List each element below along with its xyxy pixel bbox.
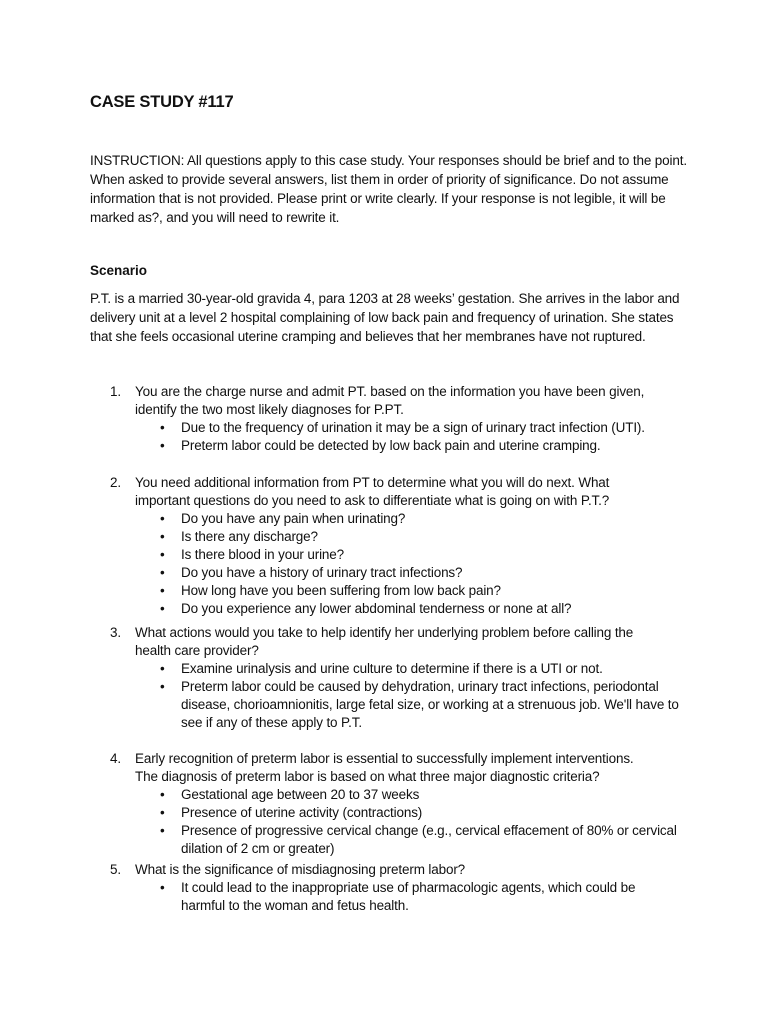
answer-item [160, 582, 681, 600]
answer-item [160, 660, 681, 678]
question-number: 3. [110, 625, 121, 640]
question-4 [110, 750, 677, 858]
question-text: What is the significance of misdiagnosing preterm labor? [135, 862, 466, 877]
question-text: You need additional information from PT to determine what you will do next. What important questions do you need to ask to differentiate what is going on with P.T.? [135, 475, 610, 508]
bullet-icon: • [160, 805, 165, 820]
answer-item [160, 879, 681, 915]
bullet-icon: • [160, 601, 165, 616]
answer-item [160, 437, 681, 455]
document-title: CASE STUDY #117 [90, 93, 234, 111]
answer-item [160, 528, 681, 546]
bullet-icon: • [160, 438, 165, 453]
answer-item [160, 804, 681, 822]
answer-text: Preterm labor could be caused by dehydration, urinary tract infections, periodontal disease, chorioamnionitis, large fetal size, or working at a strenuous job. We'll have to see if any of these apply to P.T. [181, 679, 679, 730]
bullet-icon: • [160, 583, 165, 598]
question-text: Early recognition of preterm labor is essential to successfully implement interventions. The diagnosis of preterm labor is based on what three major diagnostic criteria? [135, 751, 634, 784]
bullet-icon: • [160, 420, 165, 435]
scenario-paragraph: P.T. is a married 30-year-old gravida 4, para 1203 at 28 weeks’ gestation. She arrives in the labor and delivery unit at a level 2 hospital complaining of low back pain and frequency of urination. She states that she feels occasional uterine cramping and believes that her membranes have not ruptured. [90, 291, 680, 344]
answer-text: Due to the frequency of urination it may be a sign of urinary tract infection (UTI). [181, 420, 645, 435]
question-number: 5. [110, 862, 121, 877]
answer-text: It could lead to the inappropriate use of pharmacologic agents, which could be harmful to the woman and fetus health. [181, 880, 636, 913]
question-1 [110, 383, 670, 455]
answer-list [110, 419, 670, 455]
question-5 [110, 861, 670, 915]
bullet-icon: • [160, 661, 165, 676]
answer-item [160, 678, 681, 732]
bullet-icon: • [160, 679, 165, 694]
bullet-icon: • [160, 529, 165, 544]
answer-item [160, 600, 681, 618]
answer-text: Gestational age between 20 to 37 weeks [181, 787, 420, 802]
answer-text: Preterm labor could be detected by low back pain and uterine cramping. [181, 438, 601, 453]
answer-list [110, 510, 670, 618]
answer-list [110, 660, 679, 732]
question-text: What actions would you take to help identify her underlying problem before calling the health care provider? [135, 625, 634, 658]
answer-text: Presence of progressive cervical change (e.g., cervical effacement of 80% or cervical dilation of 2 cm or greater) [181, 823, 677, 856]
bullet-icon: • [160, 511, 165, 526]
answer-item [160, 546, 681, 564]
answer-text: How long have you been suffering from low back pain? [181, 583, 501, 598]
answer-item [160, 786, 681, 804]
scenario-heading: Scenario [90, 263, 148, 278]
answer-text: Presence of uterine activity (contractions) [181, 805, 423, 820]
answer-list [110, 879, 670, 915]
question-text: You are the charge nurse and admit PT. based on the information you have been given, identify the two most likely diagnoses for P.PT. [135, 384, 645, 417]
answer-text: Do you experience any lower abdominal tenderness or none at all? [181, 601, 572, 616]
question-2 [110, 474, 670, 618]
answer-text: Is there any discharge? [181, 529, 318, 544]
question-number: 1. [110, 384, 121, 399]
bullet-icon: • [160, 880, 165, 895]
answer-item [160, 564, 681, 582]
question-3 [110, 624, 679, 732]
answer-text: Do you have any pain when urinating? [181, 511, 406, 526]
answer-text: Do you have a history of urinary tract infections? [181, 565, 463, 580]
bullet-icon: • [160, 787, 165, 802]
bullet-icon: • [160, 565, 165, 580]
bullet-icon: • [160, 823, 165, 838]
instruction-paragraph: INSTRUCTION: All questions apply to this case study. Your responses should be brief and to the point. When asked to provide several answers, list them in order of priority of significance. Do not assume information that is not provided. Please print or write clearly. If your response is not legible, it will be marked as?, and you will need to rewrite it. [90, 153, 687, 225]
bullet-icon: • [160, 547, 165, 562]
answer-text: Examine urinalysis and urine culture to determine if there is a UTI or not. [181, 661, 603, 676]
answer-item [160, 510, 681, 528]
question-number: 2. [110, 475, 121, 490]
question-number: 4. [110, 751, 121, 766]
answer-text: Is there blood in your urine? [181, 547, 345, 562]
answer-item [160, 822, 681, 858]
answer-item [160, 419, 681, 437]
answer-list [110, 786, 677, 858]
